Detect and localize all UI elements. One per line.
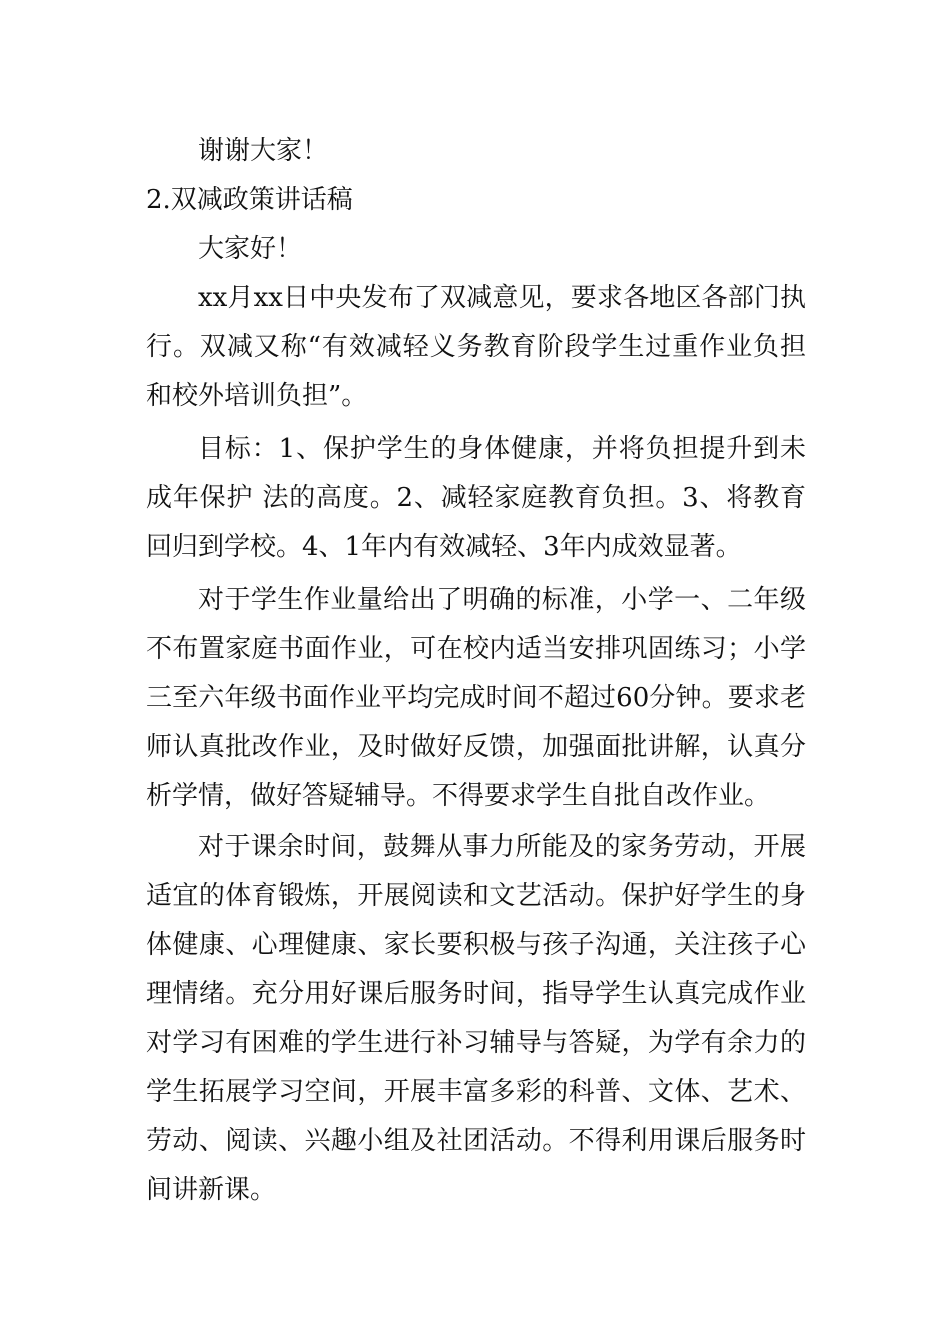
closing-line: 谢谢大家！ <box>198 136 329 166</box>
paragraph-announcement: xx月xx日中央发布了双减意见，要求各地区各部门执行。双减又称“有效减轻义务教育阶段学生过重作业负担和校外培训负担”。 <box>146 283 806 411</box>
paragraph-free-time: 对于课余时间，鼓舞从事力所能及的家务劳动，开展适宜的体育锻炼，开展阅读和文艺活动。保护好学生的身体健康、心理健康、家长要积极与孩子沟通，关注孩子心理情绪。充分用好课后服务时间，指导学生认真完成作业对学习有困难的学生进行补习辅导与答疑，为学有余力的学生拓展学习空间，开展丰富多彩的科普、文体、艺术、劳动、阅读、兴趣小组及社团活动。不得利用课后服务时间讲新课。 <box>146 832 806 1205</box>
paragraph-homework: 对于学生作业量给出了明确的标准，小学一、二年级不布置家庭书面作业，可在校内适当安排巩固练习；小学三至六年级书面作业平均完成时间不超过60分钟。要求老师认真批改作业，及时做好反馈，加强面批讲解，认真分析学情，做好答疑辅导。不得要求学生自批自改作业。 <box>146 585 806 811</box>
section-title: 2.双减政策讲话稿 <box>146 185 353 215</box>
paragraph-goals: 目标：1、保护学生的身体健康，并将负担提升到未成年保护 法的高度。2、减轻家庭教育负担。3、将教育回归到学校。4、1年内有效减轻、3年内成效显著。 <box>146 434 806 562</box>
greeting-line: 大家好！ <box>198 234 303 264</box>
